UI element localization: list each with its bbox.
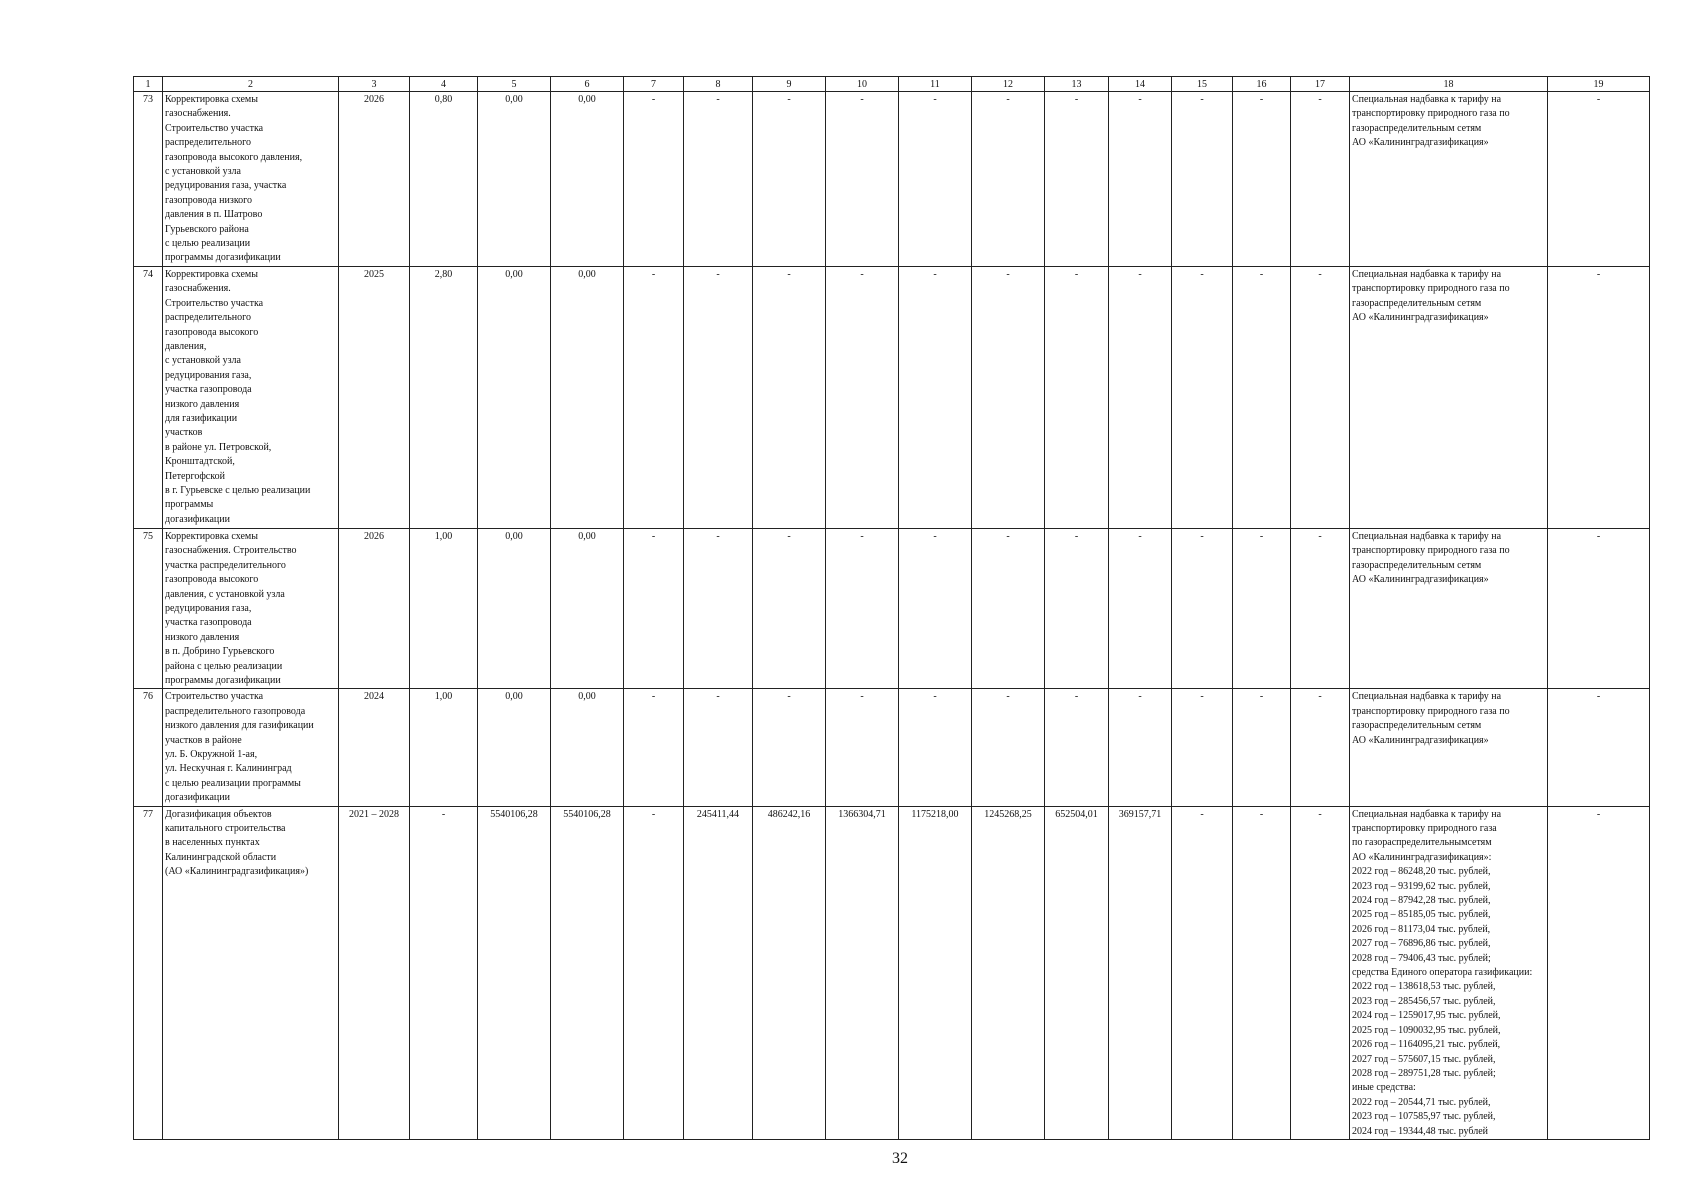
project-name-cell-line: в п. Добрино Гурьевского	[165, 646, 275, 658]
table-row	[134, 92, 1650, 267]
column-number-15: 15	[1172, 77, 1233, 92]
project-name-cell-line: Корректировка схемы	[165, 268, 258, 280]
project-name-cell-line: догазификации	[165, 513, 230, 525]
column-number-13: 13	[1045, 77, 1109, 92]
funding-source-cell-line: транспортировку природного газа по	[1352, 545, 1510, 557]
note-cell: -	[1548, 806, 1650, 1139]
project-name-cell	[163, 528, 339, 688]
project-name-cell-line: газопровода высокого давления,	[165, 151, 303, 163]
project-name-cell-line: программы	[165, 499, 214, 511]
financing-c15-cell: -	[1172, 528, 1233, 688]
project-name-cell-line: давления,	[165, 340, 207, 352]
total-cost-cell: 5540106,28	[478, 806, 551, 1139]
financing-c9-cell: -	[753, 689, 826, 806]
column-number-9: 9	[753, 77, 826, 92]
funding-source-cell-line: 2028 год – 79406,43 тыс. рублей;	[1352, 952, 1491, 964]
funding-source-cell-line: Специальная надбавка к тарифу на	[1352, 94, 1502, 105]
funding-source-cell-line: АО «Калининградгазификация»	[1352, 574, 1489, 586]
funding-source-cell-line: 2028 год – 289751,28 тыс. рублей;	[1352, 1067, 1496, 1079]
funding-source-cell-line: Специальная надбавка к тарифу на	[1352, 808, 1502, 820]
capacity-cell: 1,00	[410, 528, 478, 688]
financing-c7-cell: -	[624, 806, 684, 1139]
funding-source-cell-line: 2023 год – 93199,62 тыс. рублей,	[1352, 880, 1491, 892]
financing-c16-cell: -	[1233, 806, 1291, 1139]
column-number-4: 4	[410, 77, 478, 92]
financing-c10-cell: -	[826, 266, 899, 528]
financing-c7-cell: -	[624, 92, 684, 267]
project-name-cell-line: капитального строительства	[165, 823, 286, 834]
note-cell: -	[1548, 266, 1650, 528]
funding-source-cell-line: 2026 год – 81173,04 тыс. рублей,	[1352, 923, 1491, 935]
financing-c11-cell: -	[899, 266, 972, 528]
table-row	[134, 528, 1650, 688]
funding-source-cell-line: АО «Калининградгазификация»	[1352, 312, 1489, 324]
project-name-cell-line: распределительного	[165, 137, 251, 149]
project-name-cell-line: участков	[165, 427, 203, 439]
project-name-cell-line: ул. Б. Окружной 1-ая,	[165, 748, 258, 760]
column-number-19: 19	[1548, 77, 1650, 92]
project-name-cell-line: распределительного	[165, 312, 251, 324]
project-name-cell-line: редуцирования газа,	[165, 369, 252, 381]
column-number-1: 1	[134, 77, 163, 92]
row-number-cell: 75	[134, 528, 163, 688]
funding-source-cell-line: 2027 год – 76896,86 тыс. рублей,	[1352, 938, 1491, 950]
financing-c17-cell: -	[1291, 266, 1350, 528]
project-name-cell-line: в населенных пунктах	[165, 837, 260, 849]
financing-c15-cell: -	[1172, 689, 1233, 806]
capacity-cell: -	[410, 806, 478, 1139]
remaining-cost-cell: 0,00	[551, 266, 624, 528]
financing-c8-cell: 245411,44	[684, 806, 753, 1139]
column-number-2: 2	[163, 77, 339, 92]
column-number-7: 7	[624, 77, 684, 92]
funding-source-cell-line: иные средства:	[1352, 1082, 1416, 1094]
row-number-cell: 73	[134, 92, 163, 267]
financing-c11-cell: -	[899, 689, 972, 806]
funding-source-cell-line: по газораспределительнымсетям	[1352, 837, 1492, 849]
funding-source-cell-line: АО «Калининградгазификация»	[1352, 137, 1489, 149]
financing-c14-cell: -	[1109, 689, 1172, 806]
column-number-10: 10	[826, 77, 899, 92]
project-name-cell-line: газопровода низкого	[165, 194, 253, 206]
note-cell: -	[1548, 689, 1650, 806]
funding-source-cell-line: 2025 год – 1090032,95 тыс. рублей,	[1352, 1024, 1501, 1036]
financing-c14-cell: -	[1109, 528, 1172, 688]
funding-source-cell	[1350, 266, 1548, 528]
funding-source-cell-line: 2024 год – 19344,48 тыс. рублей	[1352, 1125, 1489, 1137]
column-number-18: 18	[1350, 77, 1548, 92]
project-name-cell-line: давления, с установкой узла	[165, 588, 285, 600]
funding-source-cell	[1350, 806, 1548, 1139]
note-cell: -	[1548, 92, 1650, 267]
project-name-cell-line: участка газопровода	[165, 384, 252, 396]
column-number-row	[134, 77, 1650, 92]
financing-c14-cell: -	[1109, 266, 1172, 528]
remaining-cost-cell: 0,00	[551, 689, 624, 806]
project-name-cell-line: газоснабжения.	[165, 108, 231, 120]
financing-c15-cell: -	[1172, 92, 1233, 267]
financing-c9-cell: -	[753, 528, 826, 688]
project-name-cell-line: Кронштадтской,	[165, 456, 235, 468]
project-name-cell	[163, 266, 339, 528]
column-number-8: 8	[684, 77, 753, 92]
table-row	[134, 266, 1650, 528]
financing-c13-cell: -	[1045, 689, 1109, 806]
column-number-16: 16	[1233, 77, 1291, 92]
financing-c11-cell: -	[899, 92, 972, 267]
project-name-cell-line: редуцирования газа, участка	[165, 180, 287, 192]
financing-c8-cell: -	[684, 266, 753, 528]
financing-c17-cell: -	[1291, 806, 1350, 1139]
funding-source-cell-line: АО «Калининградгазификация»	[1352, 734, 1489, 746]
financing-c9-cell: -	[753, 266, 826, 528]
remaining-cost-cell: 5540106,28	[551, 806, 624, 1139]
project-name-cell-line: Корректировка схемы	[165, 94, 258, 105]
financing-c12-cell: -	[972, 689, 1045, 806]
funding-source-cell-line: 2027 год – 575607,15 тыс. рублей,	[1352, 1053, 1496, 1065]
page-number: 32	[892, 1150, 908, 1167]
project-name-cell-line: редуцирования газа,	[165, 602, 252, 614]
project-name-cell-line: давления в п. Шатрово	[165, 209, 263, 221]
funding-source-cell-line: газораспределительным сетям	[1352, 122, 1482, 134]
column-number-6: 6	[551, 77, 624, 92]
financing-c11-cell: -	[899, 528, 972, 688]
capacity-cell: 2,80	[410, 266, 478, 528]
financing-c8-cell: -	[684, 528, 753, 688]
financing-c12-cell: -	[972, 266, 1045, 528]
note-cell: -	[1548, 528, 1650, 688]
project-name-cell-line: участка распределительного	[165, 559, 286, 571]
project-name-cell-line: с целью реализации	[165, 238, 251, 250]
project-name-cell-line: программы догазификации	[165, 674, 281, 686]
financing-c13-cell: 652504,01	[1045, 806, 1109, 1139]
financing-c16-cell: -	[1233, 266, 1291, 528]
row-number-cell: 77	[134, 806, 163, 1139]
project-name-cell-line: низкого давления	[165, 398, 240, 410]
financing-c9-cell: 486242,16	[753, 806, 826, 1139]
financing-c10-cell: -	[826, 689, 899, 806]
column-number-5: 5	[478, 77, 551, 92]
project-name-cell-line: газоснабжения. Строительство	[165, 545, 297, 557]
financing-c15-cell: -	[1172, 266, 1233, 528]
funding-source-cell	[1350, 528, 1548, 688]
financing-c16-cell: -	[1233, 92, 1291, 267]
investment-program-table	[133, 76, 1650, 1140]
total-cost-cell: 0,00	[478, 689, 551, 806]
project-name-cell-line: газоснабжения.	[165, 283, 231, 295]
funding-source-cell-line: 2026 год – 1164095,21 тыс. рублей,	[1352, 1039, 1501, 1051]
project-name-cell-line: в районе ул. Петровской,	[165, 441, 272, 453]
funding-source-cell-line: средства Единого оператора газификации:	[1352, 967, 1533, 979]
row-number-cell: 76	[134, 689, 163, 806]
funding-source-cell-line: 2023 год – 285456,57 тыс. рублей,	[1352, 995, 1496, 1007]
financing-c13-cell: -	[1045, 266, 1109, 528]
table-row	[134, 806, 1650, 1139]
financing-c7-cell: -	[624, 689, 684, 806]
funding-source-cell-line: транспортировку природного газа по	[1352, 705, 1510, 717]
funding-source-cell-line: 2025 год – 85185,05 тыс. рублей,	[1352, 909, 1491, 921]
project-name-cell-line: Догазификация объектов	[165, 808, 272, 820]
project-name-cell-line: участка газопровода	[165, 617, 252, 629]
year-cell: 2026	[339, 528, 410, 688]
funding-source-cell-line: 2023 год – 107585,97 тыс. рублей,	[1352, 1111, 1496, 1123]
project-name-cell	[163, 689, 339, 806]
financing-c7-cell: -	[624, 266, 684, 528]
project-name-cell-line: Калининградской области	[165, 851, 277, 863]
column-number-3: 3	[339, 77, 410, 92]
funding-source-cell	[1350, 689, 1548, 806]
financing-c12-cell: -	[972, 528, 1045, 688]
funding-source-cell-line: Специальная надбавка к тарифу на	[1352, 530, 1502, 542]
project-name-cell	[163, 92, 339, 267]
column-number-12: 12	[972, 77, 1045, 92]
capacity-cell: 0,80	[410, 92, 478, 267]
project-name-cell-line: Корректировка схемы	[165, 530, 258, 542]
project-name-cell-line: с установкой узла	[165, 355, 241, 367]
funding-source-cell-line: транспортировку природного газа по	[1352, 283, 1510, 295]
financing-c17-cell: -	[1291, 689, 1350, 806]
funding-source-cell-line: АО «Калининградгазификация»:	[1352, 851, 1492, 863]
funding-source-cell-line: газораспределительным сетям	[1352, 297, 1482, 309]
project-name-cell-line: Гурьевского района	[165, 223, 249, 235]
financing-c16-cell: -	[1233, 689, 1291, 806]
total-cost-cell: 0,00	[478, 528, 551, 688]
funding-source-cell-line: транспортировку природного газа по	[1352, 108, 1510, 120]
column-number-11: 11	[899, 77, 972, 92]
financing-c14-cell: -	[1109, 92, 1172, 267]
financing-c10-cell: 1366304,71	[826, 806, 899, 1139]
remaining-cost-cell: 0,00	[551, 528, 624, 688]
project-name-cell-line: Строительство участка	[165, 122, 264, 134]
financing-c8-cell: -	[684, 92, 753, 267]
financing-c10-cell: -	[826, 92, 899, 267]
funding-source-cell-line: 2022 год – 86248,20 тыс. рублей,	[1352, 866, 1491, 878]
project-name-cell-line: в г. Гурьевске с целью реализации	[165, 484, 311, 496]
total-cost-cell: 0,00	[478, 266, 551, 528]
year-cell: 2021 – 2028	[339, 806, 410, 1139]
project-name-cell-line: низкого давления	[165, 631, 240, 643]
project-name-cell-line: для газификации	[165, 412, 238, 424]
project-name-cell-line: Строительство участка	[165, 691, 264, 703]
financing-c17-cell: -	[1291, 92, 1350, 267]
funding-source-cell-line: газораспределительным сетям	[1352, 559, 1482, 571]
project-name-cell-line: газопровода высокого	[165, 574, 259, 586]
project-name-cell-line: низкого давления для газификации	[165, 720, 314, 732]
project-name-cell-line: с целью реализации программы	[165, 777, 301, 789]
document-sheet	[133, 76, 1650, 1140]
capacity-cell: 1,00	[410, 689, 478, 806]
column-number-17: 17	[1291, 77, 1350, 92]
financing-c17-cell: -	[1291, 528, 1350, 688]
year-cell: 2024	[339, 689, 410, 806]
total-cost-cell: 0,00	[478, 92, 551, 267]
financing-c12-cell: 1245268,25	[972, 806, 1045, 1139]
financing-c9-cell: -	[753, 92, 826, 267]
year-cell: 2026	[339, 92, 410, 267]
financing-c7-cell: -	[624, 528, 684, 688]
column-number-14: 14	[1109, 77, 1172, 92]
financing-c12-cell: -	[972, 92, 1045, 267]
project-name-cell-line: (АО «Калининградгазификация»)	[165, 866, 309, 878]
funding-source-cell-line: Специальная надбавка к тарифу на	[1352, 268, 1502, 280]
funding-source-cell-line: 2022 год – 138618,53 тыс. рублей,	[1352, 981, 1496, 993]
project-name-cell-line: распределительного газопровода	[165, 705, 306, 717]
project-name-cell-line: догазификации	[165, 792, 230, 804]
project-name-cell	[163, 806, 339, 1139]
project-name-cell-line: участков в районе	[165, 734, 242, 746]
project-name-cell-line: Строительство участка	[165, 297, 264, 309]
funding-source-cell-line: 2022 год – 20544,71 тыс. рублей,	[1352, 1096, 1491, 1108]
project-name-cell-line: района с целью реализации	[165, 660, 283, 672]
financing-c16-cell: -	[1233, 528, 1291, 688]
remaining-cost-cell: 0,00	[551, 92, 624, 267]
row-number-cell: 74	[134, 266, 163, 528]
funding-source-cell-line: газораспределительным сетям	[1352, 720, 1482, 732]
funding-source-cell-line: 2024 год – 87942,28 тыс. рублей,	[1352, 895, 1491, 907]
funding-source-cell-line: 2024 год – 1259017,95 тыс. рублей,	[1352, 1010, 1501, 1022]
financing-c10-cell: -	[826, 528, 899, 688]
funding-source-cell-line: Специальная надбавка к тарифу на	[1352, 691, 1502, 703]
financing-c8-cell: -	[684, 689, 753, 806]
project-name-cell-line: программы догазификации	[165, 252, 281, 264]
project-name-cell-line: ул. Нескучная г. Калининград	[165, 763, 292, 775]
financing-c11-cell: 1175218,00	[899, 806, 972, 1139]
financing-c13-cell: -	[1045, 528, 1109, 688]
financing-c15-cell: -	[1172, 806, 1233, 1139]
project-name-cell-line: газопровода высокого	[165, 326, 259, 338]
project-name-cell-line: Петергофской	[165, 470, 225, 482]
financing-c14-cell: 369157,71	[1109, 806, 1172, 1139]
funding-source-cell-line: транспортировку природного газа	[1352, 823, 1497, 834]
financing-c13-cell: -	[1045, 92, 1109, 267]
project-name-cell-line: с установкой узла	[165, 166, 241, 178]
table-row	[134, 689, 1650, 806]
funding-source-cell	[1350, 92, 1548, 267]
year-cell: 2025	[339, 266, 410, 528]
